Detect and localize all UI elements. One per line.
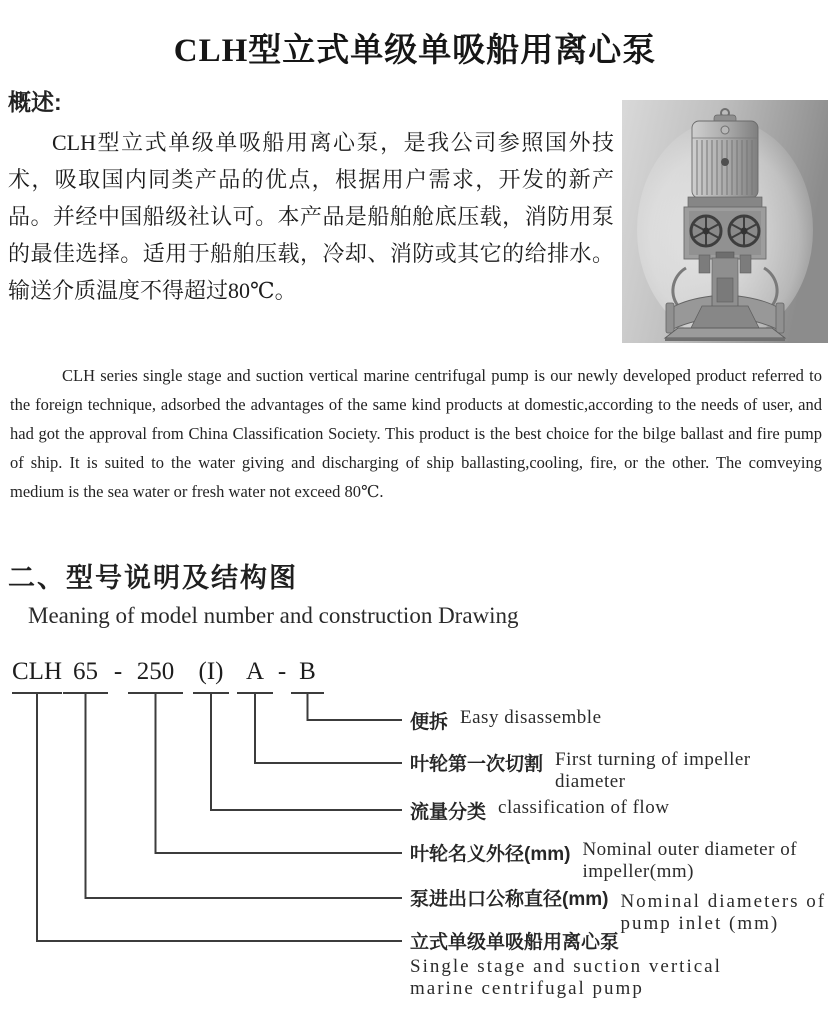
model-segment-flow: (I) xyxy=(193,658,229,694)
label-zh: 叶轮第一次切割 xyxy=(410,754,544,775)
section2-heading-en: Meaning of model number and construction Drawing xyxy=(28,603,519,628)
page-title: CLH型立式单级单吸船用离心泵 xyxy=(173,33,657,69)
label-zh: 流量分类 xyxy=(410,802,487,823)
label-en: Single stage and suction vertical marine centrifugal pump xyxy=(410,956,722,999)
model-number-diagram xyxy=(0,648,830,1026)
model-dash-1: - xyxy=(113,658,123,685)
label-zh: 叶轮名义外径(mm) xyxy=(410,844,571,865)
overview-paragraph-en: CLH series single stage and suction vertical marine centrifugal pump is our newly developed product referred to the foreign technique, adsorbed the advantages of the same kind products at domestic,according to the needs of user, and had got the approval from China Classification Society. This product is the best choice for the bilge ballast and fire pump of ship. It is suited to the water giving and discharging of ship ballasting,cooling, fire, or the other. The comveying medium is the sea water or fresh water not exceed 80℃. xyxy=(10,366,822,501)
label-en: Easy disassemble xyxy=(460,707,602,728)
label-en: classification of flow xyxy=(498,797,670,818)
model-segment-easy: B xyxy=(291,658,324,694)
model-segment-inlet: 65 xyxy=(63,658,108,694)
overview-paragraph-zh: CLH型立式单级单吸船用离心泵，是我公司参照国外技术，吸取国内同类产品的优点，根据用户需求，开发的新产品。并经中国船级社认可。本产品是船舶舱底压载，消防用泵的最佳选择。适用于船舶压载，冷却、消防或其它的给排水。输送介质温度不得超过80℃。 xyxy=(8,130,614,303)
model-label-easy-disassemble xyxy=(410,707,602,734)
label-en: First turning of impeller diameter xyxy=(555,749,751,792)
model-dash-2: - xyxy=(277,658,287,685)
model-segment-cut: A xyxy=(237,658,273,694)
vertical-pump-photo-icon xyxy=(622,100,828,343)
overview-heading: 概述: xyxy=(8,89,62,115)
model-label-impeller-diameter xyxy=(410,839,797,883)
model-label-flow-classification xyxy=(410,797,669,824)
model-label-pump-type xyxy=(410,927,722,1000)
label-zh: 立式单级单吸船用离心泵 xyxy=(410,932,620,953)
label-zh: 泵进出口公称直径(mm) xyxy=(410,889,609,910)
model-segment-diameter: 250 xyxy=(128,658,183,694)
label-zh: 便拆 xyxy=(410,712,449,733)
label-en: Nominal outer diameter of impeller(mm) xyxy=(582,839,798,882)
label-en: Nominal diameters of pump inlet (mm) xyxy=(620,891,827,934)
section2-heading-zh: 二、型号说明及结构图 xyxy=(8,563,298,593)
model-segment-series: CLH xyxy=(12,658,62,694)
model-label-first-turning xyxy=(410,749,751,793)
pump-photo xyxy=(622,100,828,343)
